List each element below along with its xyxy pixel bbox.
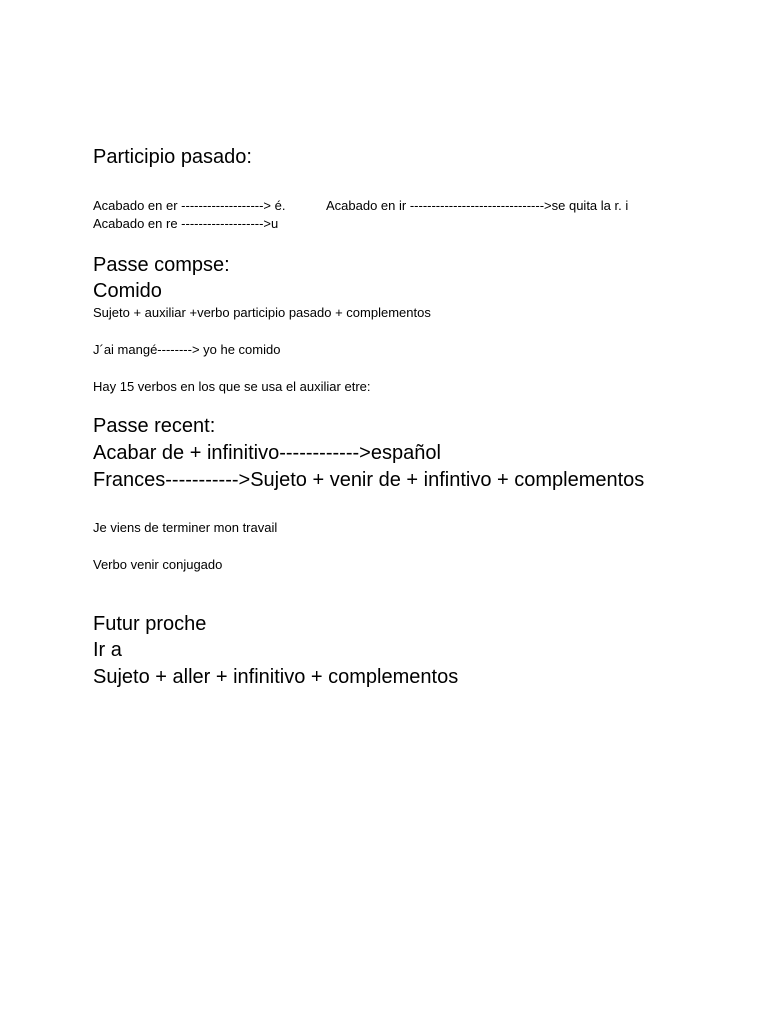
rule-re: Acabado en re ------------------->u: [93, 216, 279, 231]
futur-proche-spanish: Ir a: [93, 639, 122, 661]
heading-passe-recent: Passe recent:: [93, 415, 216, 437]
subheading-comido: Comido: [93, 280, 162, 302]
passe-recent-spanish: Acabar de + infinitivo------------>español: [93, 442, 441, 464]
heading-passe-compose: Passe compse:: [93, 254, 230, 276]
heading-participio-pasado: Participio pasado:: [93, 146, 252, 168]
passe-recent-french: Frances----------->Sujeto + venir de + infintivo + complementos: [93, 469, 645, 491]
note-auxiliar-etre: Hay 15 verbos en los que se usa el auxiliar etre:: [93, 379, 371, 394]
note-venir-conjugado: Verbo venir conjugado: [93, 557, 223, 572]
example-passe-recent: Je viens de terminer mon travail: [93, 520, 278, 535]
rule-ir: Acabado en ir ------------------------------->se quita la r. i: [326, 198, 629, 213]
futur-proche-formula: Sujeto + aller + infinitivo + complementos: [93, 666, 459, 688]
formula-passe-compose: Sujeto + auxiliar +verbo participio pasado + complementos: [93, 305, 431, 320]
rule-er: Acabado en er -------------------> é.: [93, 198, 286, 213]
heading-futur-proche: Futur proche: [93, 613, 207, 635]
example-passe-compose: J´ai mangé--------> yo he comido: [93, 342, 281, 357]
